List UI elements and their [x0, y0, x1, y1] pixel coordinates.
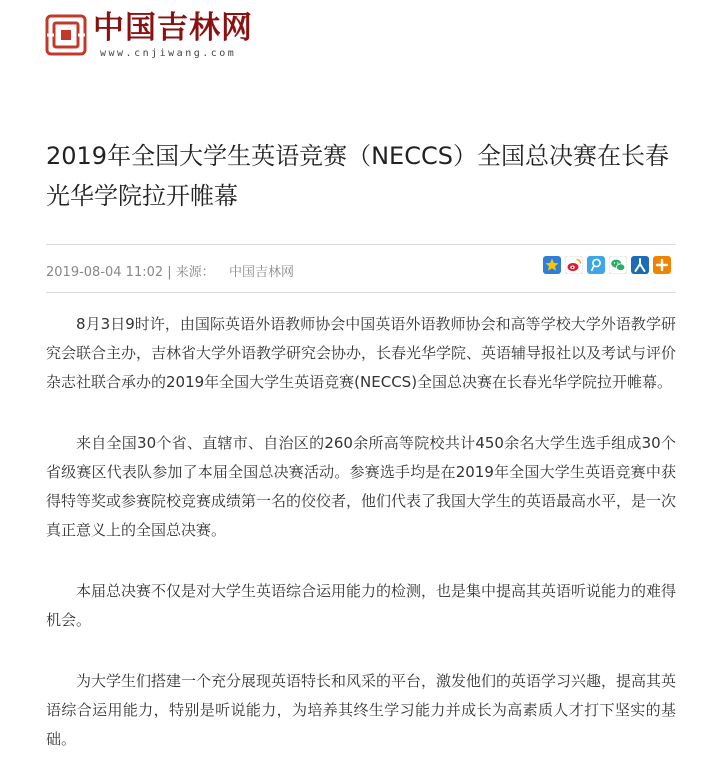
site-name: 中国吉林网: [93, 10, 253, 46]
article-body: [46, 310, 676, 784]
site-domain: www.cnjiwang.com: [100, 48, 237, 59]
article-title: 2019年全国大学生英语竞赛（NECCS）全国总决赛在长春光华学院拉开帷幕: [46, 142, 669, 210]
article-meta: [46, 261, 294, 280]
logo-mark-icon: [45, 14, 87, 56]
site-logo[interactable]: [45, 8, 345, 58]
source-label: | 来源：: [167, 265, 215, 280]
article-datetime: 2019-08-04 11:02: [46, 265, 164, 280]
share-bar: [543, 256, 671, 274]
source-name: 中国吉林网: [228, 265, 294, 280]
article-paragraph: 来自全国30个省、直辖市、自治区的260余所高等院校共计450余名大学生选手组成30个省级赛区代表队参加了本届全国总决赛活动。参赛选手均是在2019年全国大学生英语竞赛中获得特等奖或参赛院校竞赛成绩第一名的佼佼者，他们代表了我国大学生的英语最高水平，是一次真正意义上的全国总决赛。: [46, 434, 677, 539]
weibo-icon[interactable]: [565, 256, 583, 274]
wechat-icon[interactable]: [609, 256, 627, 274]
article-paragraph: 8月3日9时许，由国际英语外语教师协会中国英语外语教师协会和高等学校大学外语教学研究会联合主办，吉林省大学外语教学研究会协办，长春光华学院、英语辅导报社以及考试与评价杂志社联合承办的2019年全国大学生英语竞赛(NECCS)全国总决赛在长春光华学院拉开帷幕。: [46, 315, 677, 391]
qzone-icon[interactable]: [543, 256, 561, 274]
meta-divider: [46, 292, 676, 293]
renren-icon[interactable]: [631, 256, 649, 274]
article-paragraph: 本届总决赛不仅是对大学生英语综合运用能力的检测，也是集中提高其英语听说能力的难得机会。: [46, 582, 677, 629]
title-divider: [46, 244, 676, 245]
tencent-weibo-icon[interactable]: [587, 256, 605, 274]
more-share-icon[interactable]: [653, 256, 671, 274]
article-paragraph: 为大学生们搭建一个充分展现英语特长和风采的平台，激发他们的英语学习兴趣，提高其英语综合运用能力，特别是听说能力，为培养其终生学习能力并成长为高素质人才打下坚实的基础。: [46, 672, 677, 748]
